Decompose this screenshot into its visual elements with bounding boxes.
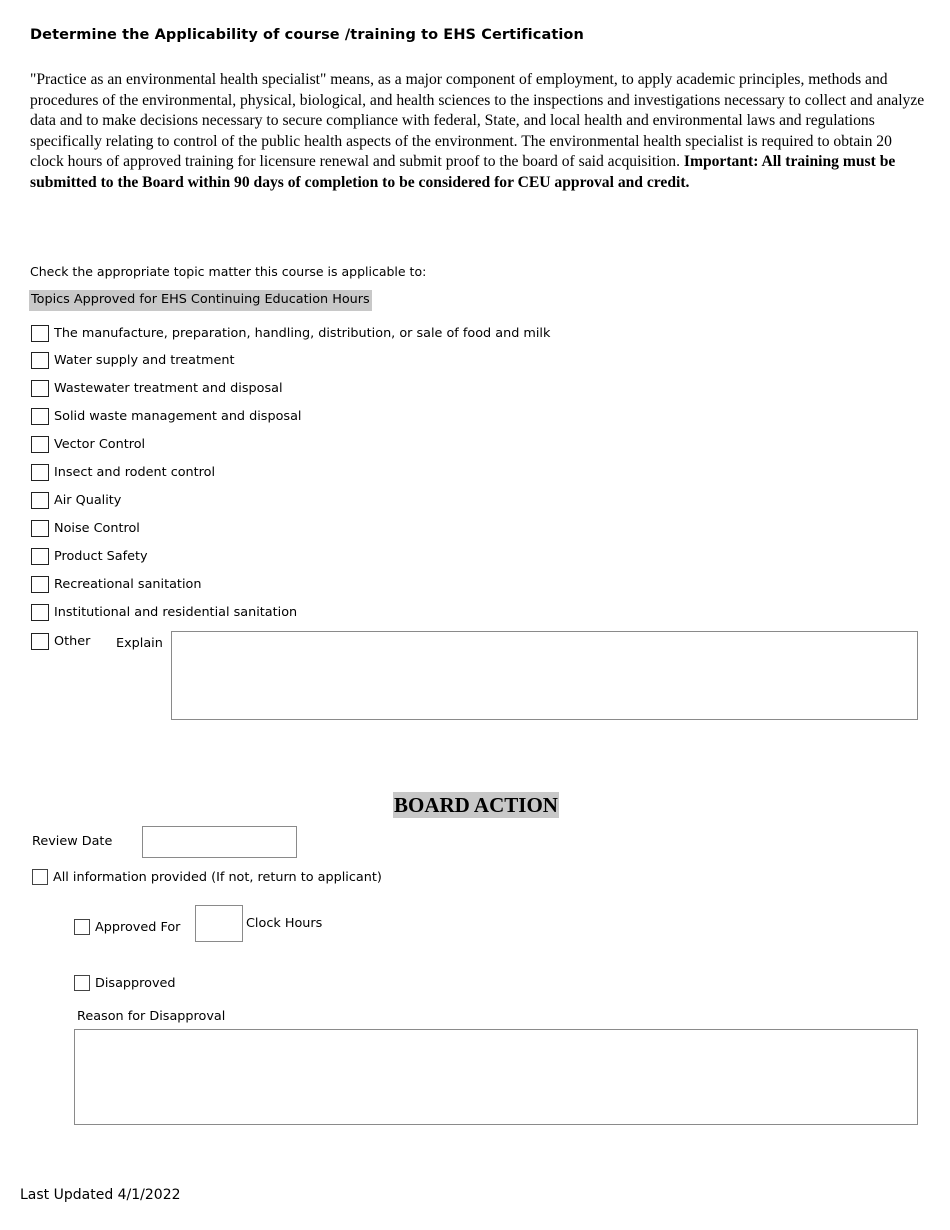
intro-paragraph [30,70,925,193]
board-action-title: BOARD ACTION [394,793,558,817]
reason-text-field[interactable] [74,1029,918,1125]
review-date-field[interactable] [142,826,297,858]
checkbox[interactable] [31,325,49,342]
topic-label: Vector Control [54,436,146,452]
checkbox[interactable] [31,633,49,650]
checkbox[interactable] [31,380,49,397]
topic-label: Other [54,633,91,649]
topic-other[interactable] [31,631,90,651]
topic-label: Product Safety [54,548,148,564]
topic-solid-waste[interactable] [31,406,301,426]
topic-label: Water supply and treatment [54,352,235,368]
explain-text-field[interactable] [171,631,918,720]
reason-label: Reason for Disapproval [77,1009,226,1024]
topic-label: Insect and rodent control [54,464,216,480]
topic-recreational[interactable] [31,574,201,594]
approved-for-option[interactable] [74,917,180,937]
checkbox[interactable] [32,869,48,885]
all-info-provided-option[interactable] [32,867,382,887]
review-date-label: Review Date [32,834,113,849]
topic-food-milk[interactable] [31,323,550,343]
topic-air-quality[interactable] [31,490,121,510]
checkbox[interactable] [31,492,49,509]
clock-hours-label: Clock Hours [246,916,323,931]
approved-for-label: Approved For [95,919,181,935]
explain-label: Explain [116,636,163,651]
topic-label: Noise Control [54,520,140,536]
checkbox[interactable] [31,604,49,621]
checkbox[interactable] [31,408,49,425]
topic-label: Solid waste management and disposal [54,408,302,424]
disapproved-label: Disapproved [95,975,176,991]
topic-institutional[interactable] [31,602,297,622]
topic-label: Institutional and residential sanitation [54,604,298,620]
topic-label: Recreational sanitation [54,576,202,592]
topics-header: Topics Approved for EHS Continuing Education Hours [29,290,372,311]
intro-important-note: Important: All training must be submitted to the Board within 90 days of completion to be considered for CEU approval and credit. [30,153,896,191]
topic-label: Wastewater treatment and disposal [54,380,283,396]
all-info-label: All information provided (If not, return to applicant) [53,869,382,885]
clock-hours-field[interactable] [195,905,243,942]
topic-noise-control[interactable] [31,518,140,538]
checkbox[interactable] [74,919,90,935]
checkbox[interactable] [31,576,49,593]
checkbox[interactable] [31,436,49,453]
topic-vector-control[interactable] [31,434,145,454]
topic-water-supply[interactable] [31,350,234,370]
checkbox[interactable] [31,548,49,565]
checkbox[interactable] [74,975,90,991]
topic-label: Air Quality [54,492,122,508]
topic-insect-rodent[interactable] [31,462,215,482]
topic-product-safety[interactable] [31,546,148,566]
disapproved-option[interactable] [74,973,176,993]
checkbox[interactable] [31,520,49,537]
intro-text: "Practice as an environmental health specialist" means, as a major component of employment, to apply academic principles, methods and procedures of the environmental, physical, biological, and health sciences to the inspections and investigations necessary to collect and analyze data and to make decisions necessary to secure compliance with federal, State, and local health and environmental laws and regulations specifically relating to control of the public health aspects of the environment. The environmental health specialist is required to obtain 20 clock hours of approved training for licensure renewal and submit proof to the board of said acquisition. [30,71,925,170]
checkbox[interactable] [31,352,49,369]
checkbox[interactable] [31,464,49,481]
topic-wastewater[interactable] [31,378,283,398]
form-heading: Determine the Applicability of course /training to EHS Certification [30,27,584,43]
last-updated: Last Updated 4/1/2022 [20,1187,181,1203]
check-prompt: Check the appropriate topic matter this course is applicable to: [30,264,427,279]
topic-label: The manufacture, preparation, handling, distribution, or sale of food and milk [54,325,551,341]
